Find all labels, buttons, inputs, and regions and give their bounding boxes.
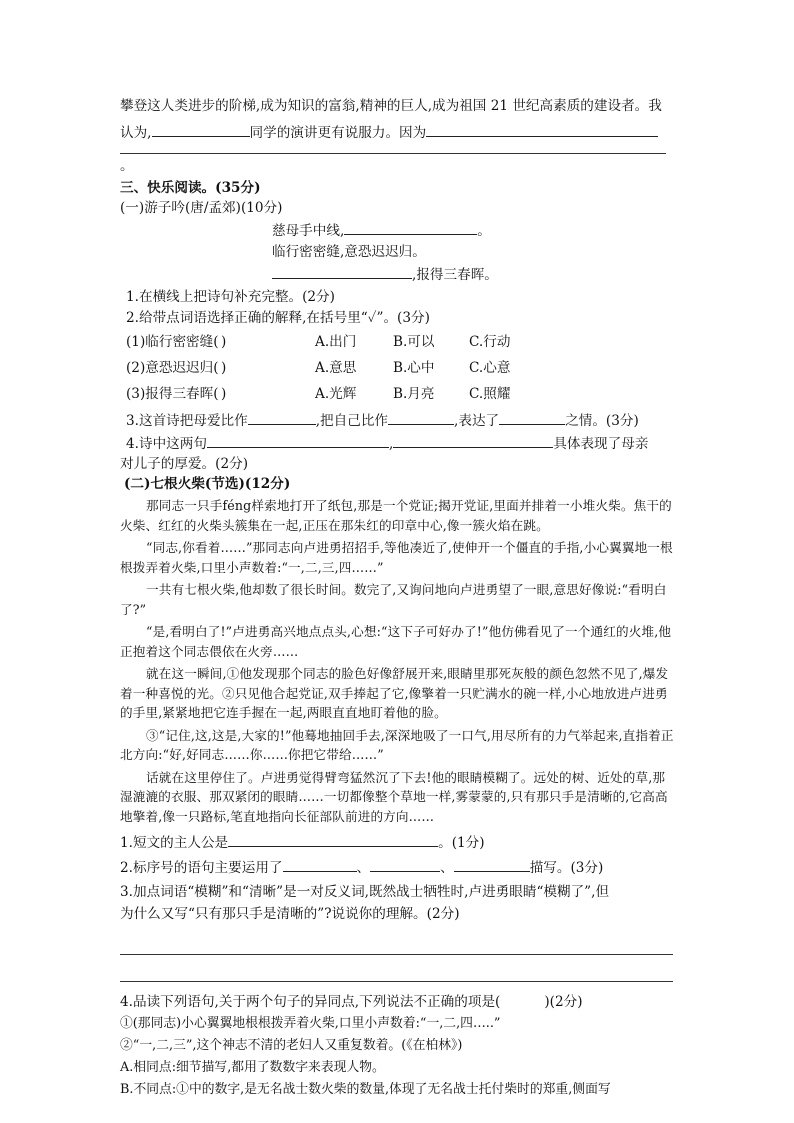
- intro-line-1: 攀登这人类进步的阶梯,成为知识的富翁,精神的巨人,成为祖国 21 世纪高素质的建设者。我: [120, 98, 662, 114]
- poem-q1: 1.在横线上把诗句补充完整。(2分): [126, 289, 335, 305]
- poem-line-1-end: 。: [477, 223, 491, 239]
- passage-q2-end: 描写。(3分): [529, 860, 604, 876]
- passage-q2: [120, 857, 676, 878]
- passage-q2-sep-2: 、: [440, 860, 454, 876]
- passage-para-3: 一共有七根火柴,他却数了很长时间。数完了,又询问地向卢进勇望了一眼,意思好像说:“看明白了?”: [120, 582, 667, 617]
- option-a[interactable]: A.光辉: [315, 386, 357, 402]
- q2-row-2-item: (2)意恐迟迟归(: [126, 360, 219, 376]
- blank-q3-2[interactable]: [388, 410, 454, 425]
- passage-q4: [120, 992, 676, 1012]
- passage-2-heading: (二)七根火柴(节选)(12分): [124, 476, 291, 492]
- option-c[interactable]: C.行动: [469, 334, 511, 350]
- poem-line-1: [272, 220, 794, 241]
- passage-q2-text: 2.标序号的语句主要运用了: [120, 860, 283, 876]
- q2-row-3: [126, 384, 682, 410]
- poem-q4-text-a: 4.诗中这两句: [126, 436, 207, 452]
- blank-q3-3[interactable]: [499, 410, 565, 425]
- passage-q3-line-2: 为什么又写“只有那只手是清晰的”?说说你的理解。(2分): [120, 906, 460, 922]
- q2-row-1: [126, 332, 682, 358]
- poem-q4-text-c: 具体表现了母亲: [553, 436, 649, 452]
- poem-q3-text-c: ,表达了: [454, 413, 500, 429]
- q2-row-2: [126, 358, 682, 384]
- poem-q4: [126, 433, 682, 454]
- option-b[interactable]: B.可以: [393, 334, 435, 350]
- blank-q4-1[interactable]: [207, 433, 389, 448]
- worksheet-page: [120, 96, 676, 1097]
- poem-q2: 2.给带点词语选择正确的解释,在括号里“✓”。(3分): [126, 310, 430, 326]
- passage-para-6: ③“记住,这,这是,大家的!”他蓦地抽回手去,深深地吸了一口气,用尽所有的力气举起来,直指着正北方向:“好,好同志……你……你把它带给……”: [120, 727, 674, 762]
- q2-options: [126, 332, 682, 410]
- blank-q2-2[interactable]: [370, 857, 440, 872]
- passage-para-5: 就在这一瞬间,①他发现那个同志的脸色好像舒展开来,眼睛里那死灰般的颜色忽然不见了,爆发着一种喜悦的光。②只见他合起党证,双手捧起了它,像擎着一只贮满水的碗一样,小心地放进卢进勇的手里,紧紧地把它连手握在一起,两眼直直地盯着他的脸。: [120, 666, 669, 720]
- passage-para-4: “是,看明白了!”卢进勇高兴地点点头,心想:“这下子可好办了!”他仿佛看见了一个通红的火堆,他正抱着这个同志偎依在火旁……: [120, 624, 672, 659]
- q2-row-1-item: (1)临行密密缝(: [126, 334, 219, 350]
- passage-para-2: “同志,你看着……”那同志向卢进勇招招手,等他凑近了,使伸开一个僵直的手指,小心翼翼地一根根拨弄着火柴,口里小声数着:“一,二,三,四……”: [120, 540, 673, 575]
- passage-q4-end: )(2分): [544, 994, 583, 1010]
- q2-row-1-answer[interactable]: ): [221, 334, 227, 350]
- poem-q3-text-b: ,把自己比作: [315, 413, 389, 429]
- passage-q4-option-a[interactable]: A.相同点:细节描写,都用了数数字来表现人物。: [120, 1060, 385, 1075]
- option-a[interactable]: A.意思: [315, 360, 357, 376]
- blank-q4-2[interactable]: [393, 433, 553, 448]
- poem-line-1-text: 慈母手中线,: [272, 223, 345, 239]
- q2-row-2-answer[interactable]: ): [221, 360, 227, 376]
- passage-q1-text: 1.短文的主人公是: [120, 835, 229, 851]
- blank-q2-1[interactable]: [283, 857, 357, 872]
- option-a[interactable]: A.出门: [315, 334, 357, 350]
- q2-row-3-item: (3)报得三春晖(: [126, 386, 219, 402]
- poem-q3-text-d: 之情。(3分): [565, 413, 639, 429]
- passage-q4-sentence-1: ①(那同志)小心翼翼地根根拨弄着火柴,口里小声数着:“一,二,四…..”: [120, 1016, 501, 1031]
- poem-q4-cont: 对儿子的厚爱。(2分): [120, 456, 249, 472]
- intro-line-end: 。: [120, 158, 134, 174]
- passage-para-1: 那同志一只手féng样索地打开了纸包,那是一个党证;揭开党证,里面并排着一小堆火柴。焦干的火柴、红红的火柴头簇集在一起,正压在那朱红的印章中心,像一簇火焰在跳。: [120, 498, 672, 533]
- option-b[interactable]: B.月亮: [393, 386, 435, 402]
- poem-q3: [126, 410, 682, 431]
- passage-q3-line-1: 3.加点词语“模糊”和“清晰”是一对反义词,既然战士牺牲时,卢进勇眼睛“模糊了”,但: [120, 884, 610, 900]
- poem-q3-text-a: 3.这首诗把母爱比作: [126, 413, 248, 429]
- answer-line[interactable]: [120, 954, 673, 955]
- poem-q4-text-b: ,: [388, 436, 394, 452]
- option-c[interactable]: C.照耀: [469, 386, 511, 402]
- intro-line-2-start: 认为,: [120, 125, 152, 141]
- intro-line-2: [120, 122, 676, 143]
- blank-poem-line-1[interactable]: [344, 220, 477, 235]
- passage-q1-end: 。(1分): [438, 835, 485, 851]
- answer-line[interactable]: [120, 153, 666, 154]
- blank-student-name[interactable]: [152, 122, 250, 137]
- option-b[interactable]: B.心中: [393, 360, 435, 376]
- passage-q1: [120, 832, 676, 853]
- blank-poem-line-3[interactable]: [272, 264, 412, 279]
- answer-line[interactable]: [120, 981, 673, 982]
- poem-line-3: [272, 264, 794, 285]
- intro-line-2-mid: 同学的演讲更有说服力。因为: [249, 125, 427, 141]
- passage-q4-text: 4.品读下列语句,关于两个句子的异同点,下列说法不正确的项是(: [120, 994, 501, 1010]
- passage-para-7: 话就在这里停住了。卢进勇觉得臂弯猛然沉了下去!他的眼睛模糊了。远处的树、近处的草,那湿漉漉的衣服、那双紧闭的眼睛……一切都像整个草地一样,雾蒙蒙的,只有那只手是清晰的,它高高地擎着,像一只路标,笔直地指向长征部队前进的方向……: [120, 769, 668, 824]
- blank-protagonist[interactable]: [228, 832, 438, 847]
- passage-q4-option-b[interactable]: B.不同点:①中的数字,是无名战士数火柴的数量,体现了无名战士托付柴时的郑重,侧面写: [120, 1082, 611, 1097]
- poem-line-3-text: ,报得三春晖。: [412, 267, 498, 283]
- passage-q4-sentence-2: ②“一,二,三”,这个神志不清的老妇人又重复数着。(《在柏林》): [120, 1038, 463, 1053]
- passage-q2-sep-1: 、: [356, 860, 371, 876]
- q2-row-3-answer[interactable]: ): [221, 386, 227, 402]
- blank-reason[interactable]: [426, 122, 658, 137]
- passage-2-body: [120, 496, 676, 826]
- blank-q3-1[interactable]: [248, 410, 316, 425]
- option-c[interactable]: C.心意: [469, 360, 511, 376]
- section-3-title: 三、快乐阅读。(35分): [120, 180, 261, 196]
- blank-q2-3[interactable]: [454, 857, 530, 872]
- poem-line-2: 临行密密缝,意恐迟迟归。: [272, 244, 426, 260]
- poem-heading: (一)游子吟(唐/孟郊)(10分): [120, 200, 283, 216]
